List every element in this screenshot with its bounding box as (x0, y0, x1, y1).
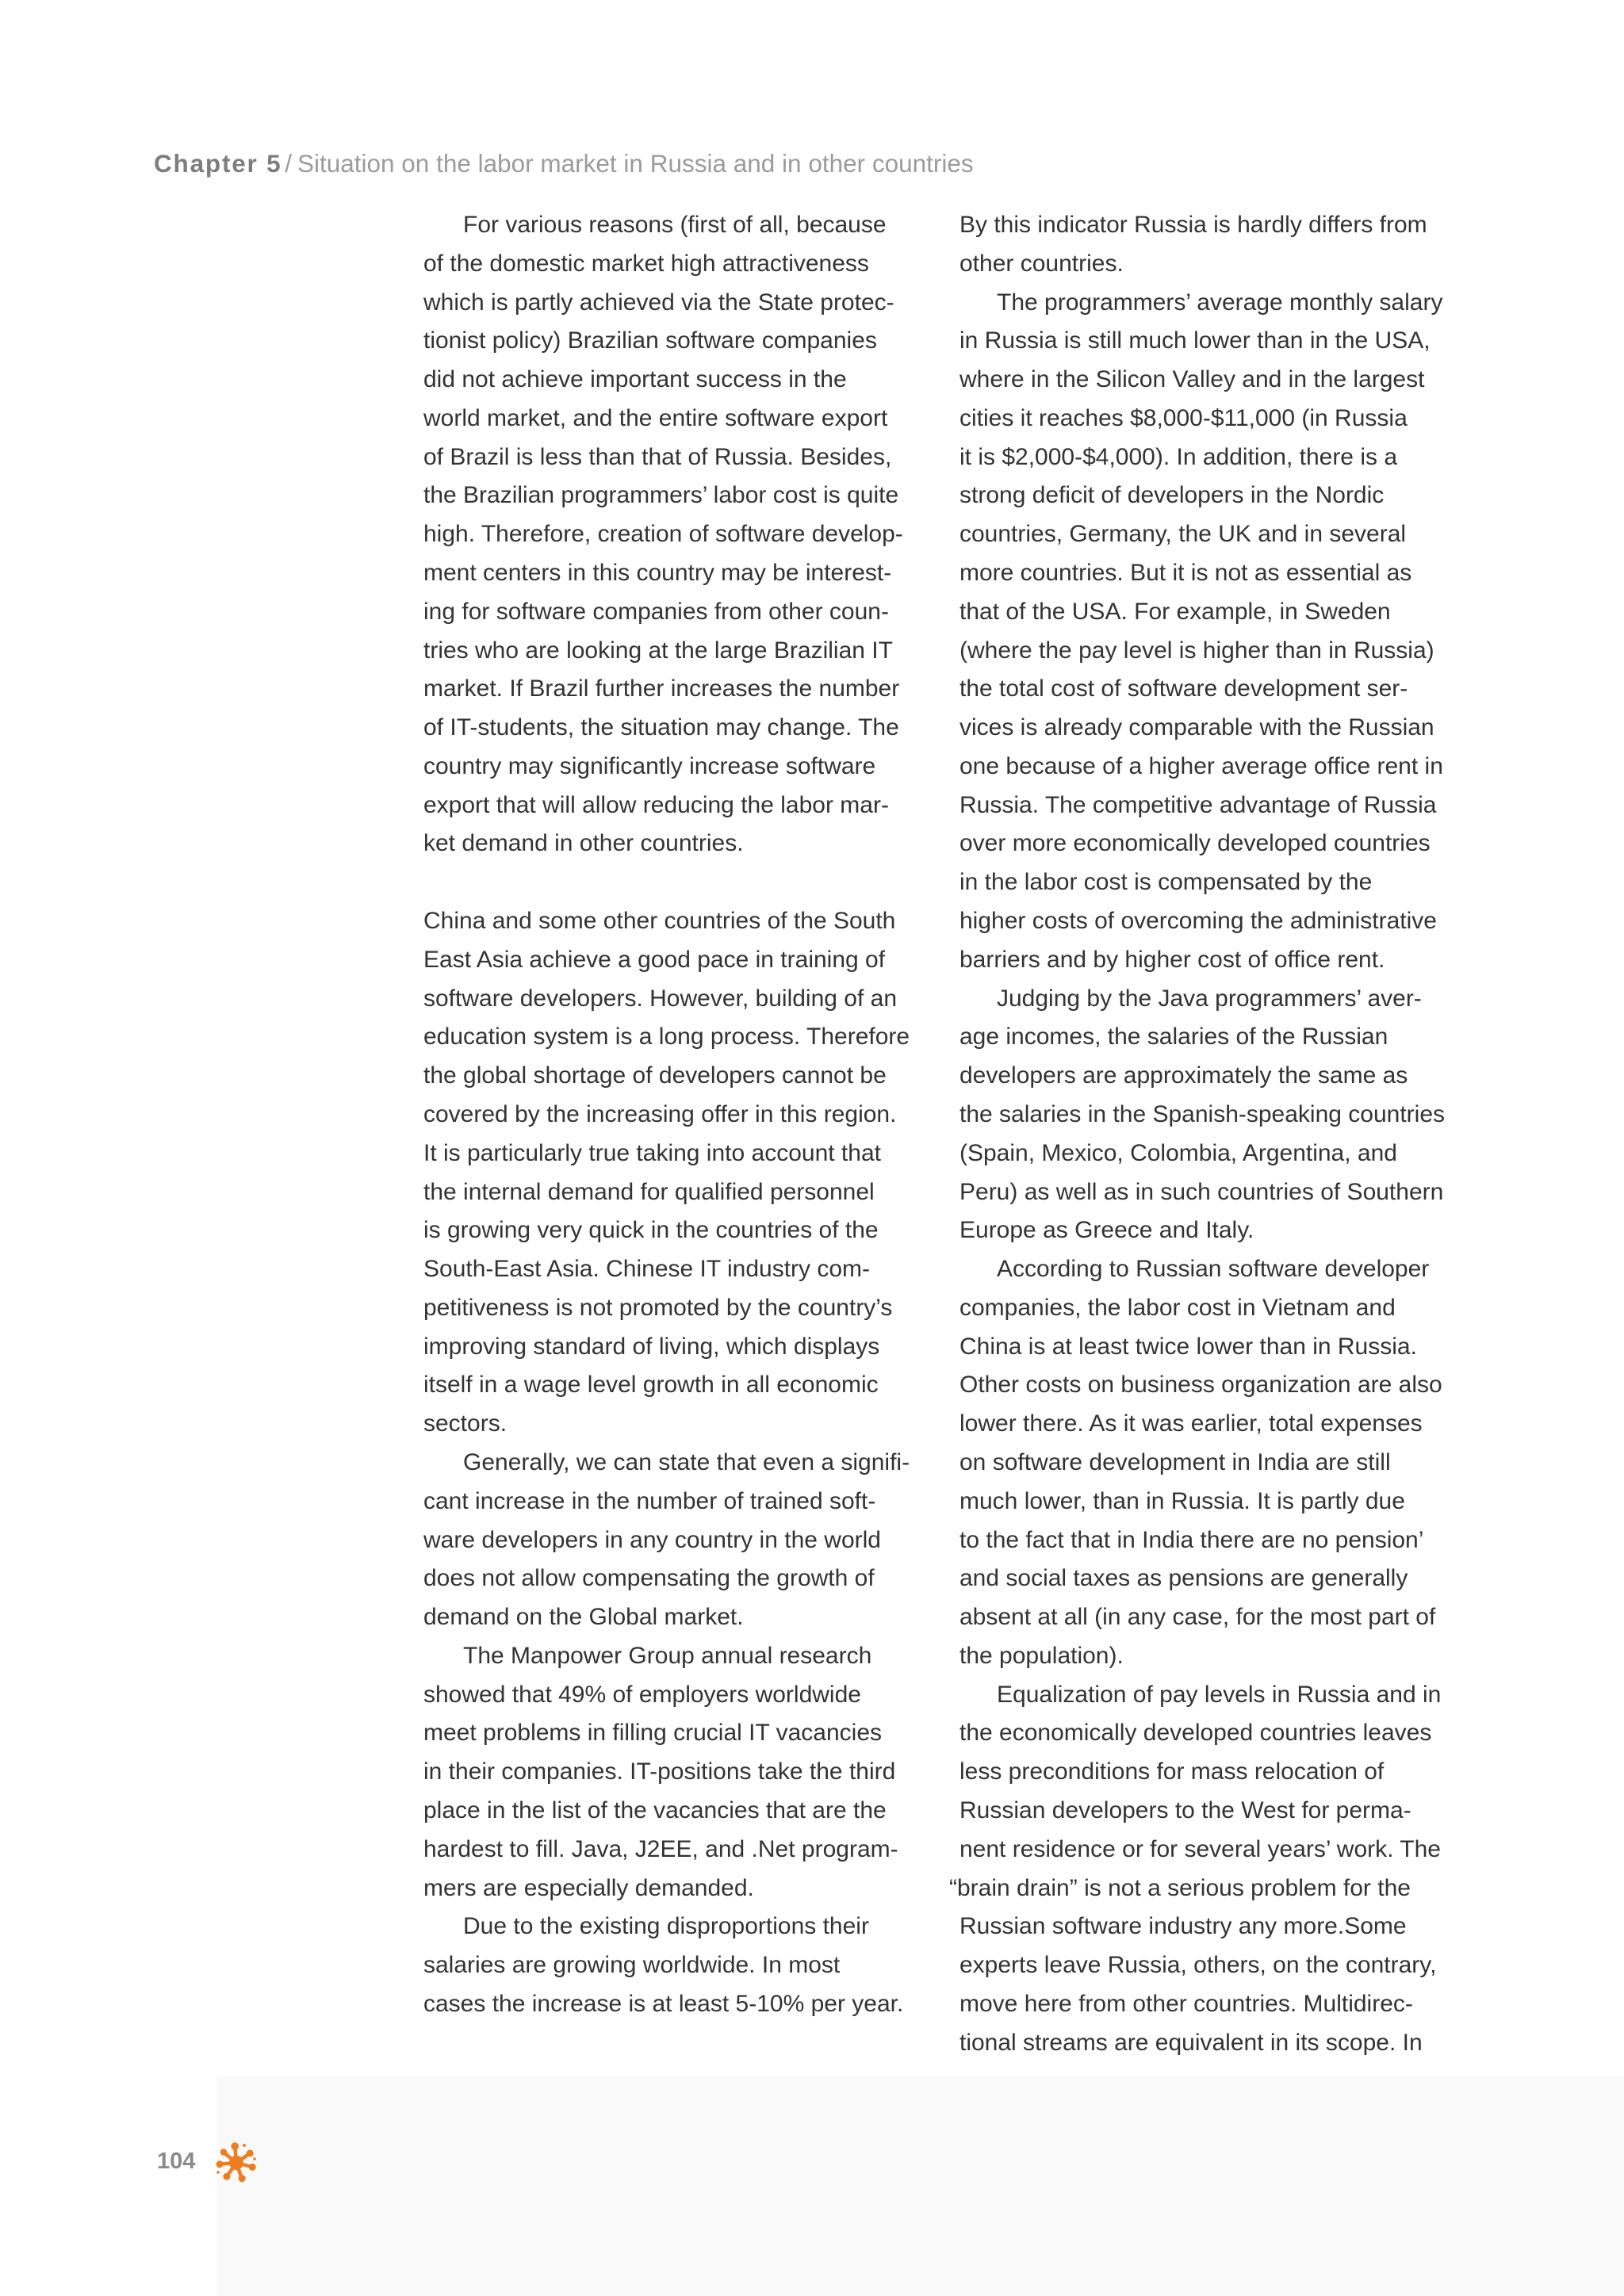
text-line: other countries. (959, 250, 1124, 277)
text-line: the economically developed countries leaves (959, 1720, 1432, 1747)
text-line: cities it reaches $8,000-$11,000 (in Russia (959, 404, 1408, 431)
text-line: Other costs on business organization are also (959, 1372, 1442, 1399)
text-line: place in the list of the vacancies that are the (423, 1797, 887, 1823)
text-line: that of the USA. For example, in Sweden (959, 598, 1391, 625)
text-line: “brain drain” is not a serious problem for the (949, 1874, 1411, 1901)
text-line: experts leave Russia, others, on the contrary, (959, 1952, 1437, 1979)
text-line: in their companies. IT-positions take the third (423, 1758, 896, 1785)
text-line: improving standard of living, which displays (423, 1333, 880, 1360)
text-line: tries who are looking at the large Brazilian IT (423, 637, 893, 664)
text-line: ment centers in this country may be interest- (423, 560, 892, 587)
text-line: tionist policy) Brazilian software companies (423, 327, 877, 354)
text-line: China is at least twice lower than in Russia. (959, 1333, 1417, 1360)
text-line: much lower, than in Russia. It is partly due (959, 1487, 1405, 1514)
text-line: absent at all (in any case, for the most part of (959, 1604, 1436, 1631)
text-line: more countries. But it is not as essential as (959, 560, 1412, 587)
text-line: the population). (959, 1642, 1124, 1669)
text-line: For various reasons (first of all, because (463, 212, 887, 238)
text-line: one because of a higher average office rent in (959, 752, 1443, 779)
text-line: the internal demand for qualified personnel (423, 1178, 875, 1205)
text-line: demand on the Global market. (423, 1604, 744, 1631)
text-line: By this indicator Russia is hardly differs from (959, 212, 1427, 238)
text-line: the global shortage of developers cannot be (423, 1062, 887, 1089)
text-line: covered by the increasing offer in this region. (423, 1100, 897, 1127)
left-text-column (423, 206, 931, 2109)
text-line: salaries are growing worldwide. In most (423, 1952, 841, 1979)
text-line: Equalization of pay levels in Russia and in (997, 1681, 1442, 1708)
text-line: did not achieve important success in the (423, 366, 847, 393)
text-line: According to Russian software developer (997, 1256, 1430, 1283)
text-line: of the domestic market high attractiveness (423, 250, 869, 277)
text-line: of Brazil is less than that of Russia. Besides, (423, 443, 892, 470)
text-line: of IT-students, the situation may change. The (423, 714, 899, 741)
text-line: China and some other countries of the South (423, 908, 896, 935)
text-line: export that will allow reducing the labor mar- (423, 791, 889, 818)
text-line: tional streams are equivalent in its scope. In (959, 2029, 1423, 2056)
text-line: (Spain, Mexico, Colombia, Argentina, and (959, 1139, 1397, 1166)
chapter-label: Chapter 5 (154, 149, 282, 178)
page-number: 104 (157, 2149, 196, 2174)
text-line: Due to the existing disproportions their (463, 1913, 869, 1940)
text-line: Europe as Greece and Italy. (959, 1217, 1254, 1244)
text-line: Judging by the Java programmers’ aver- (997, 985, 1422, 1012)
text-line: ket demand in other countries. (423, 830, 744, 857)
text-line: itself in a wage level growth in all economic (423, 1372, 879, 1399)
text-line: countries, Germany, the UK and in several (959, 521, 1407, 548)
text-line: and social taxes as pensions are generally (959, 1565, 1408, 1592)
text-line: where in the Silicon Valley and in the largest (959, 366, 1425, 393)
text-line: The programmers’ average monthly salary (997, 289, 1443, 316)
text-line: move here from other countries. Multidirec- (959, 1990, 1413, 2017)
text-line: which is partly achieved via the State protec- (423, 289, 894, 316)
text-line: age incomes, the salaries of the Russian (959, 1024, 1388, 1050)
text-line: Russia. The competitive advantage of Russia (959, 791, 1437, 818)
text-line: Peru) as well as in such countries of Southern (959, 1178, 1444, 1205)
text-line: does not allow compensating the growth of (423, 1565, 875, 1592)
text-line: the salaries in the Spanish-speaking countries (959, 1100, 1446, 1127)
text-line: mers are especially demanded. (423, 1874, 754, 1901)
text-line: ing for software companies from other coun- (423, 598, 889, 625)
header-separator: / (285, 149, 293, 178)
text-line: East Asia achieve a good pace in training of (423, 946, 886, 973)
text-line: (where the pay level is higher than in Russia) (959, 637, 1434, 664)
text-line: developers are approximately the same as (959, 1062, 1408, 1089)
text-line: nent residence or for several years’ work. The (959, 1835, 1441, 1862)
text-line: ware developers in any country in the world (423, 1526, 881, 1553)
text-line: It is particularly true taking into account that (423, 1139, 881, 1166)
text-line: less preconditions for mass relocation of (959, 1758, 1385, 1785)
text-line: South-East Asia. Chinese IT industry com- (423, 1256, 871, 1283)
text-line: barriers and by higher cost of office rent. (959, 946, 1385, 973)
text-line: Russian developers to the West for perma- (959, 1797, 1411, 1823)
text-line: cases the increase is at least 5-10% per year. (423, 1990, 904, 2017)
text-line: lower there. As it was earlier, total expenses (959, 1410, 1423, 1437)
text-line: it is $2,000-$4,000). In addition, there is a (959, 443, 1398, 470)
text-line: world market, and the entire software export (423, 404, 888, 431)
chapter-title: Situation on the labor market in Russia and in other countries (297, 149, 974, 178)
right-text-column (949, 206, 1467, 2109)
text-line: the total cost of software development ser- (959, 675, 1408, 702)
text-line: meet problems in filling crucial IT vacancies (423, 1720, 883, 1747)
text-line: country may significantly increase software (423, 752, 876, 779)
text-line: petitiveness is not promoted by the country’s (423, 1294, 893, 1321)
text-line: in the labor cost is compensated by the (959, 869, 1373, 896)
text-line: The Manpower Group annual research (463, 1642, 872, 1669)
text-line: software developers. However, building of an (423, 985, 898, 1012)
text-line: companies, the labor cost in Vietnam and (959, 1294, 1396, 1321)
text-line: vices is already comparable with the Russian (959, 714, 1434, 741)
text-line: hardest to fill. Java, J2EE, and .Net program- (423, 1835, 898, 1862)
text-line: strong deficit of developers in the Nordic (959, 482, 1385, 509)
running-header (154, 151, 974, 177)
text-line: market. If Brazil further increases the number (423, 675, 900, 702)
text-line: to the fact that in India there are no pension’ (959, 1526, 1424, 1553)
text-line: education system is a long process. Therefore (423, 1024, 910, 1050)
text-line: sectors. (423, 1410, 508, 1437)
text-line: in Russia is still much lower than in the USA, (959, 327, 1431, 354)
text-line: is growing very quick in the countries of the (423, 1217, 879, 1244)
text-line: higher costs of overcoming the administrative (959, 908, 1437, 935)
text-line: high. Therefore, creation of software develop- (423, 521, 903, 548)
text-line: over more economically developed countries (959, 830, 1431, 857)
splat-icon (214, 2141, 259, 2185)
text-line: showed that 49% of employers worldwide (423, 1681, 861, 1708)
text-line: the Brazilian programmers’ labor cost is quite (423, 482, 899, 509)
text-line: on software development in India are still (959, 1448, 1391, 1475)
text-line: Russian software industry any more.Some (959, 1913, 1407, 1940)
text-line: Generally, we can state that even a signifi- (463, 1448, 910, 1475)
text-line: cant increase in the number of trained soft- (423, 1487, 876, 1514)
